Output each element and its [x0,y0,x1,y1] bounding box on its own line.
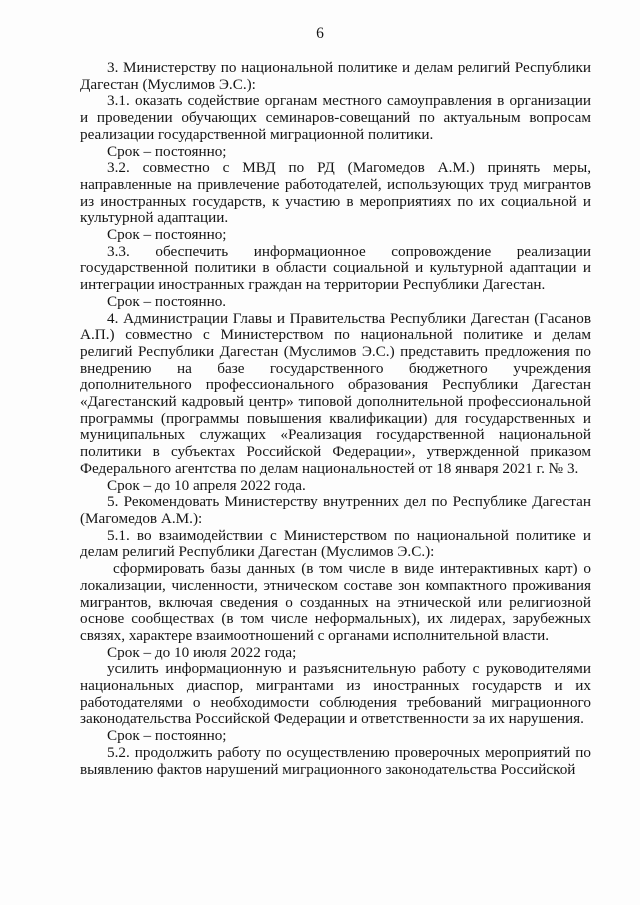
page-number: 6 [316,25,324,42]
deadline-3-1: Срок – постоянно; [107,142,227,160]
paragraph-5-2: 5.2. продолжить работу по осуществлению проверочных мероприятий по выявлению фактов нарушений миграционного законодательства Российской [80,743,591,778]
deadline-3-3: Срок – постоянно. [107,292,227,310]
paragraph-3-2: 3.2. совместно с МВД по РД (Магомедов А.М.) принять меры, направленные на привлечение работодателей, использующих труд мигрантов из иностранных государств, к участию в мероприятиях по их социальной и культурной адаптации. [80,159,591,227]
document-body [80,60,591,778]
paragraph-4: 4. Администрации Главы и Правительства Республики Дагестан (Гасанов А.П.) совместно с Министерством по национальной политике и делам религий Республики Дагестан (Муслимов Э.С.) представить предложения по внедрению на базе государственного бюджетного учреждения дополнительного профессионального образования Республики Дагестан «Дагестанский кадровый центр» типовой дополнительной профессиональной программы (программы повышения квалификации) для государственных и муниципальных служащих «Реализация государственной национальной политики в субъектах Российской Федерации», утвержденной приказом Федерального агентства по делам национальностей от 18 января 2021 г. № 3. [80,309,591,477]
paragraph-5: 5. Рекомендовать Министерству внутренних дел по Республике Дагестан (Магомедов А.М.): [80,493,591,527]
deadline-3-2: Срок – постоянно; [107,226,227,244]
paragraph-3-3: 3.3. обеспечить информационное сопровождение реализации государственной политики в области социальной и культурной адаптации и интеграции иностранных граждан на территории Республики Дагестан. [80,242,591,294]
paragraph-5-1: 5.1. во взаимодействии с Министерством по национальной политике и делам религий Республики Дагестан (Муслимов Э.С.): [80,526,591,561]
paragraph-5-1-databases: сформировать базы данных (в том числе в виде интерактивных карт) о локализации, численности, этническом составе зон компактного проживания мигрантов, включая сведения о созданных на этнической или религиозной основе сообществах (в том числе неформальных), их лидерах, зарубежных связях, характере взаимоотношений с органами исполнительной власти. [80,560,591,644]
paragraph-5-1-outreach: усилить информационную и разъяснительную работу с руководителями национальных диаспор, мигрантами из иностранных государств и их работодателями о необходимости соблюдения требований миграционного законодательства Российской Федерации и ответственности за их нарушения. [80,660,591,728]
deadline-5-1-databases: Срок – до 10 июля 2022 года; [107,643,297,661]
deadline-4: Срок – до 10 апреля 2022 года. [107,476,306,494]
paragraph-3: 3. Министерству по национальной политике и делам религий Республики Дагестан (Муслимов Э.С.): [80,59,591,93]
paragraph-3-1: 3.1. оказать содействие органам местного самоуправления в организации и проведении обучающих семинаров-совещаний по актуальным вопросам реализации государственной миграционной политики. [80,92,591,143]
deadline-5-1-outreach: Срок – постоянно; [107,727,227,745]
